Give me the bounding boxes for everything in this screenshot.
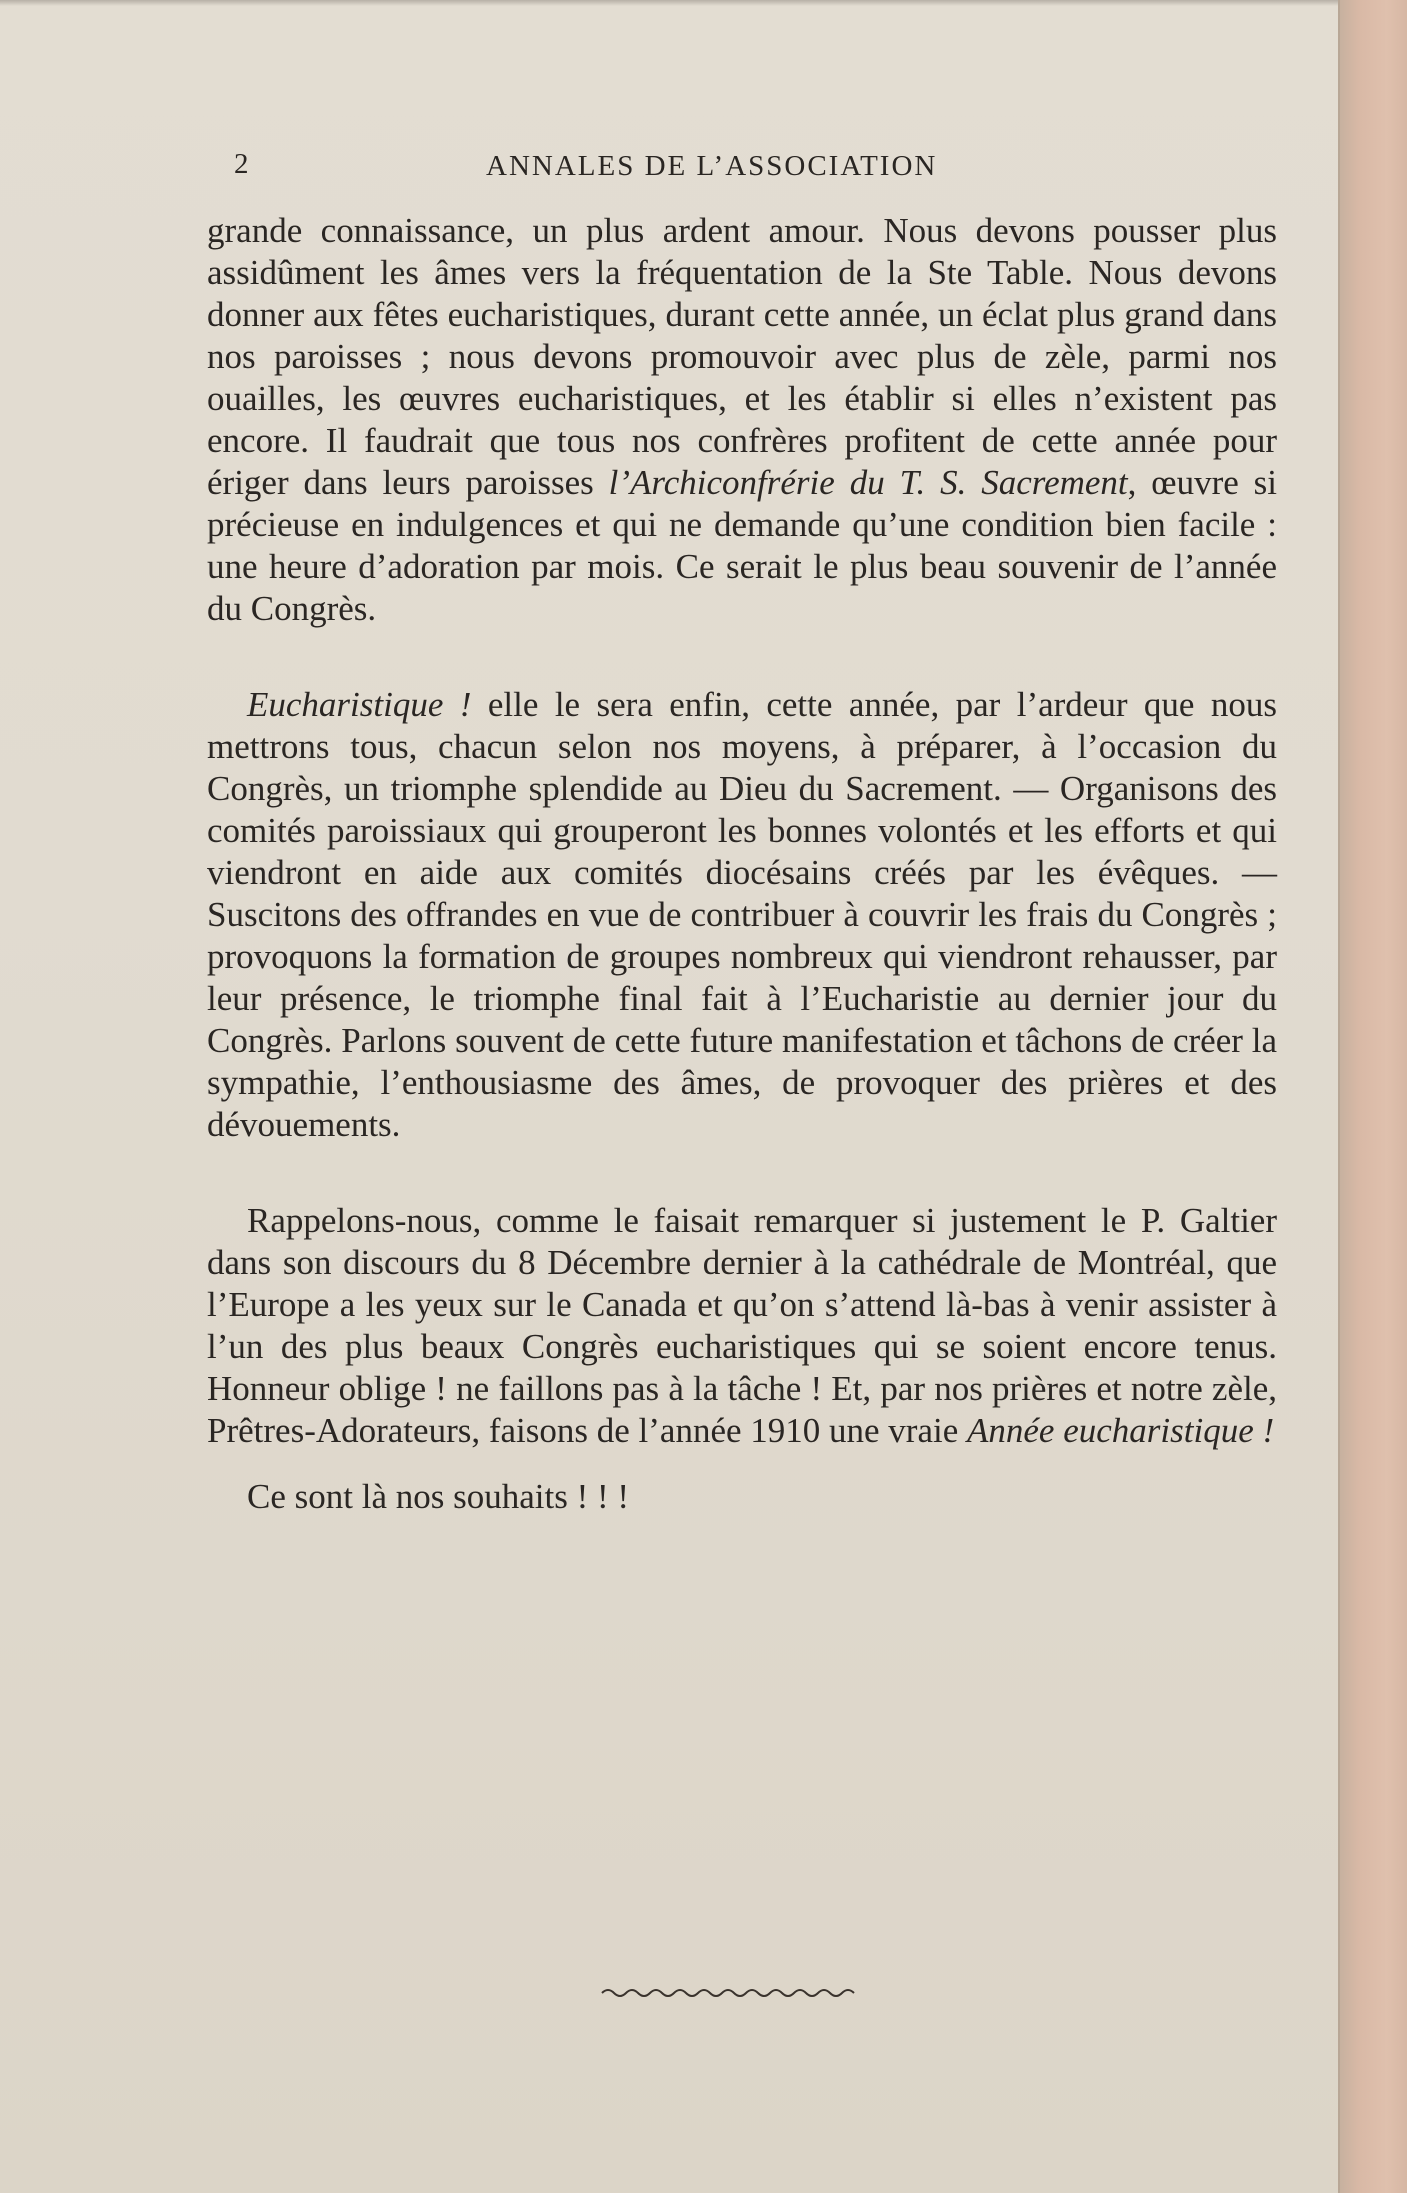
italic-closing: Année eucharistique ! bbox=[967, 1411, 1275, 1450]
paragraph bbox=[207, 684, 1277, 1146]
paragraph-text: Rappelons-nous, comme le faisait remarquer si justement le P. Galtier dans son discours du 8 Décembre dernier à la cathédrale de Montréal, que l’Europe a les yeux sur le Canada et qu’on s’attend là-bas à venir assister à l’un des plus beaux Congrès eucharistiques qui se soient encore tenus. Honneur oblige ! ne faillons pas à la tâche ! Et, par nos prières et notre zèle, Prêtres-Adorateurs, faisons de l’année 1910 une vraie bbox=[207, 1201, 1277, 1450]
page-edge bbox=[1338, 0, 1407, 2193]
body-text bbox=[207, 210, 1277, 1518]
running-title: ANNALES DE L’ASSOCIATION bbox=[486, 150, 938, 182]
italic-lead: Eucharistique ! bbox=[247, 685, 472, 724]
paragraph bbox=[207, 210, 1277, 630]
page-number: 2 bbox=[234, 148, 251, 180]
paragraph bbox=[207, 1476, 1277, 1518]
italic-title: l’Archiconfrérie du T. S. Sacrement bbox=[608, 463, 1128, 502]
paragraph-text: elle le sera enfin, cette année, par l’ardeur que nous mettrons tous, chacun selon nos moyens, à préparer, à l’occasion du Congrès, un triomphe splendide au Dieu du Sacrement. — Organisons des comités paroissiaux qui grouperont les bonnes volontés et les efforts et qui viendront en aide aux comités diocésains créés par les évêques. — Suscitons des offrandes en vue de contribuer à couvrir les frais du Congrès ; provoquons la formation de groupes nombreux qui viendront rehausser, par leur présence, le triomphe final fait à l’Eucharistie au dernier jour du Congrès. Parlons souvent de cette future manifestation et tâchons de créer la sympathie, l’enthousiasme des âmes, de provoquer des prières et des dévouements. bbox=[207, 685, 1277, 1144]
running-head bbox=[0, 148, 1340, 188]
wavy-rule-ornament bbox=[600, 1985, 855, 2001]
paragraph-text: , œuvre si précieuse en indulgences et qui ne demande qu’une condition bien facile : une heure d’adoration par mois. Ce serait le plus beau souvenir de l’année du Congrès. bbox=[207, 463, 1277, 628]
page-top-shadow bbox=[0, 0, 1340, 6]
paragraph bbox=[207, 1200, 1277, 1452]
paragraph-text: grande connaissance, un plus ardent amour. Nous devons pousser plus assidûment les âmes vers la fréquentation de la Ste Table. Nous devons donner aux fêtes eucharistiques, durant cette année, un éclat plus grand dans nos paroisses ; nous devons promouvoir avec plus de zèle, parmi nos ouailles, les œuvres eucharistiques, et les établir si elles n’existent pas encore. Il faudrait que tous nos confrères profitent de cette année pour ériger dans leurs paroisses bbox=[207, 211, 1277, 502]
closing-line: Ce sont là nos souhaits ! ! ! bbox=[247, 1477, 630, 1516]
